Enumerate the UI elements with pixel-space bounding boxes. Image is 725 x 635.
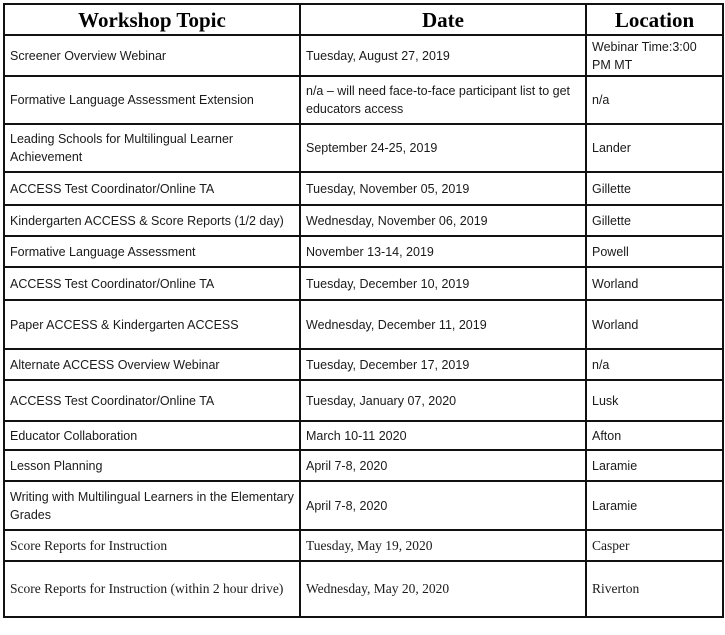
header-row [4, 4, 723, 35]
table-row [4, 172, 723, 205]
table-row [4, 349, 723, 380]
table-row [4, 124, 723, 172]
date-cell: n/a – will need face-to-face participant list to get educators access [300, 76, 586, 124]
location-cell: Riverton [586, 561, 723, 617]
date-cell: Tuesday, May 19, 2020 [300, 530, 586, 561]
date-cell: September 24-25, 2019 [300, 124, 586, 172]
topic-cell: Lesson Planning [4, 450, 300, 481]
topic-cell: ACCESS Test Coordinator/Online TA [4, 172, 300, 205]
header-location: Location [586, 4, 723, 35]
location-cell: Laramie [586, 481, 723, 530]
topic-cell: Leading Schools for Multilingual Learner Achievement [4, 124, 300, 172]
table-row [4, 300, 723, 349]
date-cell: April 7-8, 2020 [300, 450, 586, 481]
location-cell: n/a [586, 76, 723, 124]
location-cell: Lander [586, 124, 723, 172]
date-cell: Wednesday, November 06, 2019 [300, 205, 586, 236]
date-cell: April 7-8, 2020 [300, 481, 586, 530]
date-cell: Wednesday, December 11, 2019 [300, 300, 586, 349]
table-row [4, 450, 723, 481]
topic-cell: Formative Language Assessment Extension [4, 76, 300, 124]
table-row [4, 267, 723, 300]
location-cell: Worland [586, 267, 723, 300]
table-row [4, 481, 723, 530]
location-cell: Lusk [586, 380, 723, 421]
location-cell: Afton [586, 421, 723, 450]
topic-cell: Score Reports for Instruction [4, 530, 300, 561]
table-row [4, 530, 723, 561]
location-cell: Gillette [586, 172, 723, 205]
location-cell: Worland [586, 300, 723, 349]
header-workshop-topic: Workshop Topic [4, 4, 300, 35]
topic-cell: Writing with Multilingual Learners in the Elementary Grades [4, 481, 300, 530]
location-cell: Webinar Time:3:00 PM MT [586, 35, 723, 76]
topic-cell: ACCESS Test Coordinator/Online TA [4, 267, 300, 300]
table-row [4, 76, 723, 124]
workshop-schedule-table [3, 3, 724, 618]
table-row [4, 380, 723, 421]
location-cell: Casper [586, 530, 723, 561]
date-cell: Wednesday, May 20, 2020 [300, 561, 586, 617]
date-cell: Tuesday, August 27, 2019 [300, 35, 586, 76]
location-cell: Gillette [586, 205, 723, 236]
date-cell: Tuesday, November 05, 2019 [300, 172, 586, 205]
table-row [4, 236, 723, 267]
topic-cell: Kindergarten ACCESS & Score Reports (1/2 day) [4, 205, 300, 236]
date-cell: Tuesday, January 07, 2020 [300, 380, 586, 421]
date-cell: March 10-11 2020 [300, 421, 586, 450]
table-row [4, 205, 723, 236]
topic-cell: Alternate ACCESS Overview Webinar [4, 349, 300, 380]
topic-cell: Screener Overview Webinar [4, 35, 300, 76]
topic-cell: ACCESS Test Coordinator/Online TA [4, 380, 300, 421]
table-row [4, 35, 723, 76]
date-cell: Tuesday, December 10, 2019 [300, 267, 586, 300]
topic-cell: Paper ACCESS & Kindergarten ACCESS [4, 300, 300, 349]
date-cell: November 13-14, 2019 [300, 236, 586, 267]
table-row [4, 561, 723, 617]
location-cell: n/a [586, 349, 723, 380]
topic-cell: Score Reports for Instruction (within 2 hour drive) [4, 561, 300, 617]
header-date: Date [300, 4, 586, 35]
location-cell: Powell [586, 236, 723, 267]
location-cell: Laramie [586, 450, 723, 481]
table-row [4, 421, 723, 450]
date-cell: Tuesday, December 17, 2019 [300, 349, 586, 380]
topic-cell: Educator Collaboration [4, 421, 300, 450]
topic-cell: Formative Language Assessment [4, 236, 300, 267]
